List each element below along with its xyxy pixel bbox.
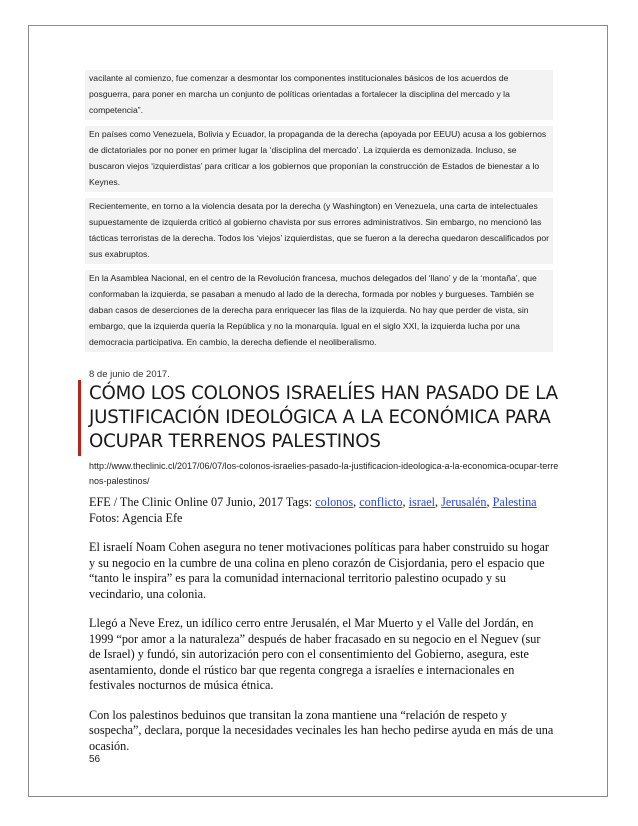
tag-link-israel[interactable]: israel [408, 495, 436, 509]
tag-link-colonos[interactable]: colonos [315, 495, 354, 509]
article-body [89, 495, 554, 768]
quoted-text-block [85, 70, 553, 358]
quote-paragraph: En la Asamblea Nacional, en el centro de la Revolución francesa, muchos delegados del ‘llano’ y de la ‘montaña’, que conformaban la izquierda, se pasaban a menudo al lado de la derecha, formada por nobles y burgueses. También se daban casos de deserciones de la derecha para enriquecer las filas de la izquierda. No hay que perder de vista, sin embargo, que la izquierda quería la República y no la monarquía. Igual en el siglo XXI, la izquierda lucha por una democracia participativa. En cambio, la derecha defiende el neoliberalismo. [85, 270, 553, 352]
quote-paragraph: vacilante al comienzo, fue comenzar a desmontar los componentes institucionales básicos de los acuerdos de posguerra, para poner en marcha un conjunto de políticas orientadas a fortalecer la disciplina del mercado y la competencia”. [85, 70, 553, 120]
byline: EFE / The Clinic Online 07 Junio, 2017 Tags: colonos, conflicto, israel, Jerusalén, Palestina Fotos: Agencia Efe [89, 495, 537, 525]
quote-paragraph: En países como Venezuela, Bolivia y Ecuador, la propaganda de la derecha (apoyada por EEUU) acusa a los gobiernos de dictatoriales por no poner en primer lugar la ‘disciplina del mercado’. La izquierda es demonizada. Incluso, se buscaron viejos ‘izquierdistas’ para criticar a los gobiernos que proponían la construcción de Estados de bienestar a lo Keynes. [85, 126, 553, 192]
byline-suffix: Fotos: Agencia Efe [89, 510, 183, 525]
tag-link-jerusalen[interactable]: Jerusalén [441, 495, 487, 509]
title-accent-bar [78, 380, 81, 456]
article-title: CÓMO LOS COLONOS ISRAELÍES HAN PASADO DE LA JUSTIFICACIÓN IDEOLÓGICA A LA ECONÓMICA PARA OCUPAR TERRENOS PALESTINOS [89, 383, 558, 452]
body-paragraph: El israelí Noam Cohen asegura no tener motivaciones políticas para haber construido su hogar y su negocio en la cumbre de una colina en pleno corazón de Cisjordania, pero el espacio que “tanto le inspira” es para la comunidad internacional territorio palestino ocupado y su vecindario, una colonia. [89, 540, 549, 601]
tag-link-palestina[interactable]: Palestina [492, 495, 537, 509]
page-number: 56 [89, 754, 101, 765]
byline-prefix: EFE / The Clinic Online 07 Junio, 2017 Tags: [89, 495, 316, 509]
tag-link-conflicto[interactable]: conflicto [359, 495, 403, 509]
body-paragraph: Con los palestinos beduinos que transitan la zona mantiene una “relación de respeto y sospecha”, declara, porque la necesidades vecinales les han hecho pedirse ayuda en más de una ocasión. [89, 707, 554, 753]
article-date: 8 de junio de 2017. [89, 369, 170, 380]
source-url[interactable]: http://www.theclinic.cl/2017/06/07/los-colonos-israelies-pasado-la-justificacion-ideologica-a-la-economica-ocupar-terrenos-palestinos/ [89, 461, 559, 486]
quote-paragraph: Recientemente, en torno a la violencia desata por la derecha (y Washington) en Venezuela, una carta de intelectuales supuestamente de izquierda criticó al gobierno chavista por sus errores administrativos. Sin embargo, no mencionó las tácticas terroristas de la derecha. Todos los ‘viejos’ izquierdistas, que se fueron a la derecha quedaron descalificados por sus exabruptos. [85, 198, 553, 264]
body-paragraph: Llegó a Neve Erez, un idílico cerro entre Jerusalén, el Mar Muerto y el Valle del Jordán, en 1999 “por amor a la naturaleza” después de haber fracasado en su negocio en el Neguev (sur de Israel) y fundó, sin autorización pero con el consentimiento del Gobierno, asegura, este asentamiento, donde el rústico bar que regenta congrega a israelíes e internacionales en festivales nocturnos de música étnica. [89, 616, 541, 692]
